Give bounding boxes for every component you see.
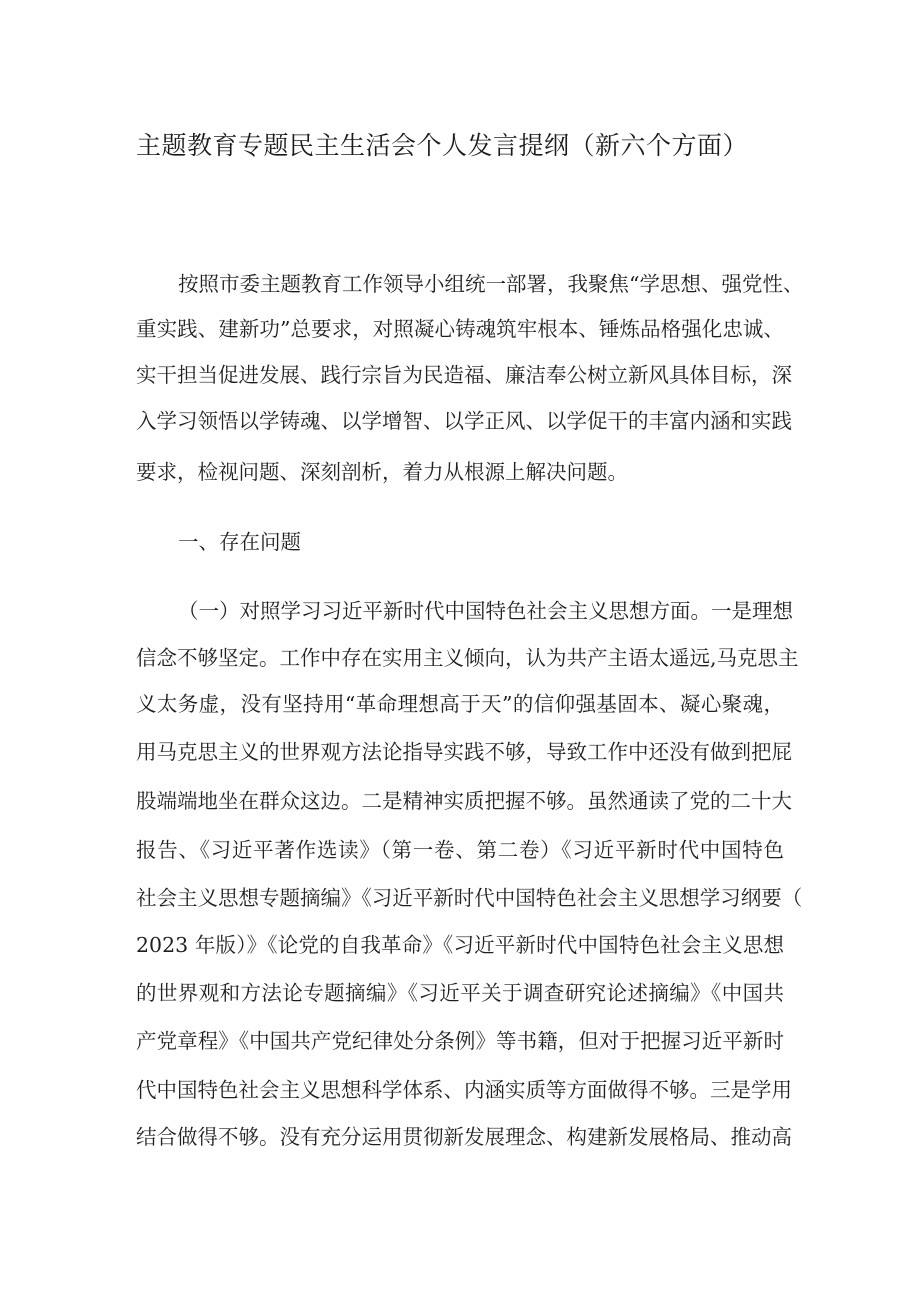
document-title: 主题教育专题民主生活会个人发言提纲（新六个方面） [136,131,749,160]
body-line: 义太务虚，没有坚持用“革命理想高于天”的信仰强基固本、凝心聚魂， [136,692,784,716]
intro-line: 入学习领悟以学铸魂、以学增智、以学正风、以学促干的丰富内涵和实践 [136,409,792,433]
body-line: 用马克思主义的世界观方法论指导实践不够，导致工作中还没有做到把屁 [136,740,792,764]
body-line: 产党章程》《中国共产党纪律处分条例》等书籍，但对于把握习近平新时 [136,1029,784,1053]
intro-line: 要求，检视问题、深刻剖析，着力从根源上解决问题。 [136,460,628,484]
intro-line: 实干担当促进发展、践行宗旨为民造福、廉洁奉公树立新风具体目标，深 [136,363,792,387]
body-line: 报告、《习近平著作选读》（第一卷、第二卷）《习近平新时代中国特色 [136,838,784,862]
body-line: 2023 年版）》《论党的自我革命》《习近平新时代中国特色社会主义思想 [136,933,784,957]
body-line: 结合做得不够。没有充分运用贯彻新发展理念、构建新发展格局、推动高 [136,1125,792,1149]
body-line: 社会主义思想专题摘编》《习近平新时代中国特色社会主义思想学习纲要（ [136,886,803,910]
body-line: 代中国特色社会主义思想科学体系、内涵实质等方面做得不够。三是学用 [136,1078,792,1102]
intro-line: 重实践、建新功”总要求，对照凝心铸魂筑牢根本、锤炼品格强化忠诚、 [136,317,784,341]
body-line: 的世界观和方法论专题摘编》《习近平关于调查研究论述摘编》《中国共 [136,981,784,1005]
body-line: 股端端地坐在群众这边。二是精神实质把握不够。虽然通读了党的二十大 [136,789,792,813]
section-heading: 一、存在问题 [178,530,301,554]
body-line: 信念不够坚定。工作中存在实用主义倾向，认为共产主语太遥远,马克思主 [136,646,799,670]
body-line: （一）对照学习习近平新时代中国特色社会主义思想方面。一是理想 [178,599,793,623]
intro-line: 按照市委主题教育工作领导小组统一部署，我聚焦“学思想、强党性、 [178,272,804,296]
